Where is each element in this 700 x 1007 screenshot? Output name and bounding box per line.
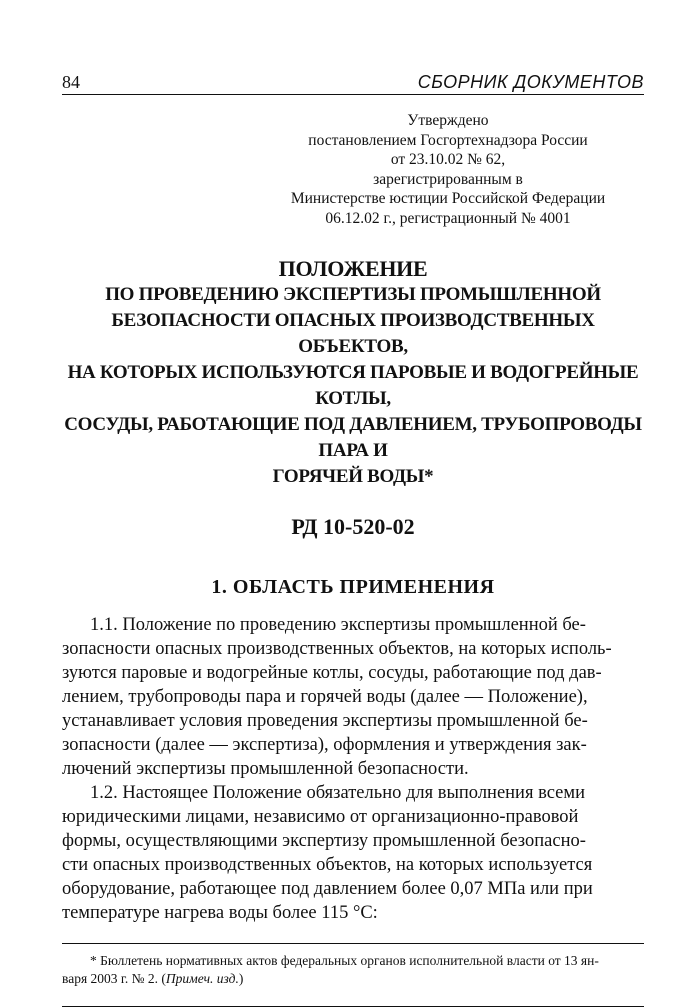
approval-block <box>252 111 644 228</box>
document-title <box>62 256 644 490</box>
document-title-line: НА КОТОРЫХ ИСПОЛЬЗУЮТСЯ ПАРОВЫЕ И ВОДОГРЕЙНЫЕ КОТЛЫ, <box>67 362 639 409</box>
text-line: зопасности (далее — экспертиза), оформления и утверждения зак- <box>62 735 587 755</box>
approval-line: Утверждено <box>407 112 489 129</box>
footnote-line <box>62 970 644 988</box>
document-title-main: ПОЛОЖЕНИЕ <box>278 256 428 281</box>
text-line: лючений экспертизы промышленной безопасности. <box>62 759 469 779</box>
footnote-line: * Бюллетень нормативных актов федеральных органов исполнительной власти от 13 ян- <box>90 953 599 968</box>
approval-line: Министерстве юстиции Российской Федерации <box>290 190 606 207</box>
text-line: сти опасных производственных объектов, на которых используется <box>62 855 593 875</box>
footnote-text: варя 2003 г. № 2. ( <box>62 971 166 986</box>
paragraph-1-1 <box>62 613 644 781</box>
paragraph-1-2 <box>62 781 644 925</box>
text-line: оборудование, работающее под давлением более 0,07 МПа или при <box>62 879 593 899</box>
section-body <box>62 613 644 925</box>
text-line: 1.2. Настоящее Положение обязательно для выполнения всеми <box>90 783 585 803</box>
document-page <box>62 70 644 1007</box>
text-line: 1.1. Положение по проведению экспертизы промышленной бе- <box>90 615 586 635</box>
document-title-line: СОСУДЫ, РАБОТАЮЩИЕ ПОД ДАВЛЕНИЕМ, ТРУБОПРОВОДЫ ПАРА И <box>64 414 642 461</box>
document-title-line: БЕЗОПАСНОСТИ ОПАСНЫХ ПРОИЗВОДСТВЕННЫХ ОБЪЕКТОВ, <box>111 310 595 357</box>
document-title-line: ПО ПРОВЕДЕНИЮ ЭКСПЕРТИЗЫ ПРОМЫШЛЕННОЙ <box>105 284 601 305</box>
text-line: лением, трубопроводы пара и горячей воды (далее — Положение), <box>62 687 588 707</box>
text-line: зуются паровые и водогрейные котлы, сосуды, работающие под дав- <box>62 663 602 683</box>
document-title-line: ГОРЯЧЕЙ ВОДЫ* <box>272 466 434 487</box>
text-line: юридическими лицами, независимо от организационно-правовой <box>62 807 579 827</box>
text-line: температуре нагрева воды более 115 °С: <box>62 903 378 923</box>
page-number: 84 <box>62 72 80 92</box>
footnote-closing: ) <box>238 971 244 986</box>
section-heading: 1. ОБЛАСТЬ ПРИМЕНЕНИЯ <box>211 576 495 598</box>
footnote-divider <box>62 943 644 944</box>
running-header <box>62 70 644 95</box>
approval-line: зарегистрированным в <box>373 170 523 188</box>
text-line: зопасности опасных производственных объектов, на которых исполь- <box>62 639 612 659</box>
text-line: формы, осуществляющими экспертизу промышленной безопасно- <box>62 831 586 851</box>
footnote <box>62 952 644 988</box>
collection-title: СБОРНИК ДОКУМЕНТОВ <box>417 72 644 92</box>
approval-line: 06.12.02 г., регистрационный № 4001 <box>325 209 571 227</box>
footnote-editor-note: Примеч. изд. <box>165 971 239 986</box>
text-line: устанавливает условия проведения экспертизы промышленной бе- <box>62 711 588 731</box>
approval-line: от 23.10.02 № 62, <box>390 151 506 168</box>
approval-line: постановлением Госгортехнадзора России <box>308 131 588 149</box>
document-code: РД 10-520-02 <box>291 514 415 539</box>
